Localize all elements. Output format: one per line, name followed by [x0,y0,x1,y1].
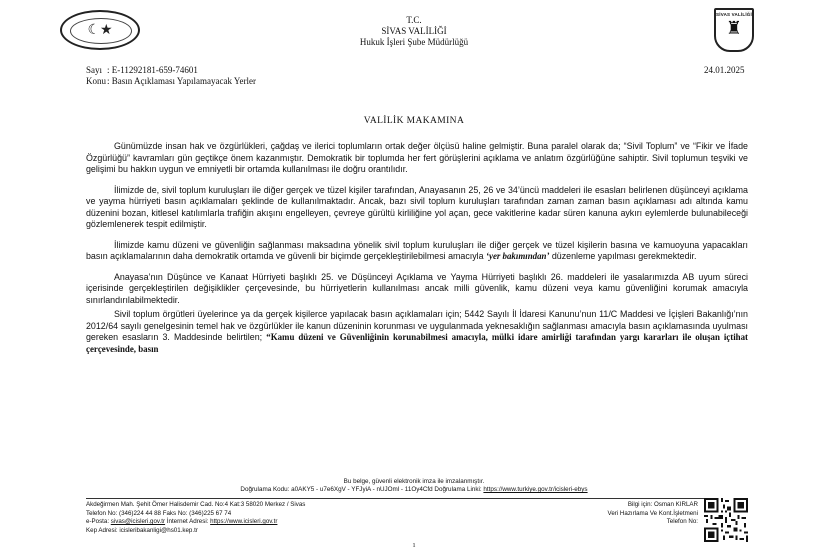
paragraph-5 [86,309,748,355]
footer-phone: Telefon No: (346)224 44 88 Faks No: (346)225 67 74 [86,509,232,517]
esign-note: Bu belge, güvenli elektronik imza ile imzalanmıştır. [343,478,485,485]
page-number: 1 [412,542,416,549]
letter-body [86,141,748,355]
sayi-label: Sayı [86,65,103,75]
konu-value: : Basın Açıklaması Yapılamayacak Yerler [107,76,256,86]
addressee: VALİLİK MAKAMINA [363,116,465,126]
footer-address: Akdeğirmen Mah. Şehit Ömer Halisdemir Cad. No:4 Kat:3 58020 Merkez / Sivas [86,501,306,508]
header-tc: T.C. [406,15,422,25]
header-department: Hukuk İşleri Şube Müdürlüğü [359,37,469,47]
verification-line [0,486,828,494]
sayi-value: : E-11292181-659-74601 [107,65,198,75]
verification-link[interactable]: https://www.turkiye.gov.tr/icisleri-ebys [483,486,588,493]
info-name: Bilgi için: Osman KIRLAR [627,501,698,508]
paragraph-3-emphasis: ‘yer bakımından’ [486,251,550,261]
verification-code: Doğrulama Kodu: a0AKY5 - u7e6XgV - YFJyiA - nUJOml - 11Oy4Cfd Doğrulama Linki: [240,486,484,493]
footer-contact [86,501,305,535]
qr-code-icon [704,498,748,542]
footer-email-web: e-Posta: sivas@icisleri.gov.tr İnternet Adresi: https://www.icisleri.gov.tr [86,518,278,526]
footer-info [586,501,698,527]
paragraph-5-text: Sivil toplum örgütleri üyelerince ya da gerçek kişilerce yapılacak basın açıklamaları için; 5442 Sayılı İl İdaresi Kanunu’nun 11/C Maddesi ve İçişleri Bakanlığı’nın 2012/64 sayılı genelgesinin temel hak ve özgürlükler ile kanun düzeninin korunması ve uygulanmada yeknesaklığın sağlanması amacıyla basın açıklamasında uyulması gereken esasların 3. Maddesinde belirtilen; [86,309,748,342]
konu-label: Konu [86,76,106,86]
star-crescent-icon: ☾★ [87,22,113,38]
footer-email-link[interactable]: sivas@icisleri.gov.tr [110,518,166,526]
header-office: SİVAS VALİLİĞİ [381,26,447,36]
info-phone: Telefon No: [666,518,698,526]
paragraph-2: İlimizde de, sivil toplum kuruluşları ile diğer gerçek ve tüzel kişiler tarafından, Anayasanın 25, 26 ve 34’üncü maddeleri ile esasları belirlenen düşünceyi açıklama ve yayma hürriyeti basın açıklamaları şeklinde de kullanılmaktadır. Ancak, bazı sivil toplum kuruluşları tarafından zaman zaman basın açıklaması adı altında kamu düzenini bozan, kitlesel katılımlarla trafiğin akışını engelleyen, çevreye gürültü kirliliğine yol açan, gece vakitlerine kadar süren kanuna aykırı eylemlerde bulunabileceği gözlemlenerek tespit edilmiştir. [86,184,748,229]
paragraph-1: Günümüzde insan hak ve özgürlükleri, çağdaş ve ilerici toplumların ortak değer ölçüsü haline gelmiştir. Buna paralel olarak da; “Sivil Toplum” ve “Fikir ve İfade Özgürlüğü” kavramları gün geçtikçe önem kazanmıştır. Demokratik bir toplumda her fert görüşlerini açıklama ve anlatım özgürlüğüne sahiptir. Sivil toplumun teşviki ve gelişimi bu hakkın uygun ve emniyetli bir ortamda kullanılması ile doğru orantılıdır. [86,141,748,174]
paragraph-3-text-end: düzenleme yapılması gerekmektedir. [549,251,697,261]
crest-label: SİVAS VALİLİĞİ [716,12,752,17]
paragraph-5-quote: “Kamu düzeni ve Güvenliğinin korunabilmesi amacıyla, mülki idare amirliği tarafından yargı kararları ile oluşan içtihat çerçevesinde, basın [86,332,748,354]
paragraph-4: Anayasa’nın Düşünce ve Kanaat Hürriyeti başlıklı 25. ve Düşünceyi Açıklama ve Yayma Hürriyeti başlıklı 26. maddeleri ile yasalarımızda AB uyum süreci içerisinde gerçekleştirilen değişiklikler çerçevesinde, bu hürriyetlerin kullanılması ancak milli güvenlik, kamu düzeni veya kamu güvenliğini korumak amacıyla sınırlandırılabilmektedir. [86,271,748,305]
document-date: 24.01.2025 [704,65,745,75]
double-headed-eagle-icon: ♜ [725,18,743,38]
footer-kep: Kep Adresi: icisleribakanligi@hs01.kep.tr [86,526,198,534]
info-role: Veri Hazırlama Ve Kont.İşletmeni [607,509,698,517]
footer-divider [86,498,748,499]
footer-web-link[interactable]: https://www.icisleri.gov.tr [210,518,278,526]
paragraph-3 [86,240,748,263]
paragraph-3-text: İlimizde kamu düzeni ve güvenliğin sağlanması maksadına yönelik sivil toplum kuruluşları ile diğer gerçek ve tüzel kişilerin basına ve kamuoyuna yapacakları basın açıklamalarının daha demokratik ortamda ve güvenli bir biçimde gerçekleştirilebilmesi amacıyla [86,239,748,261]
